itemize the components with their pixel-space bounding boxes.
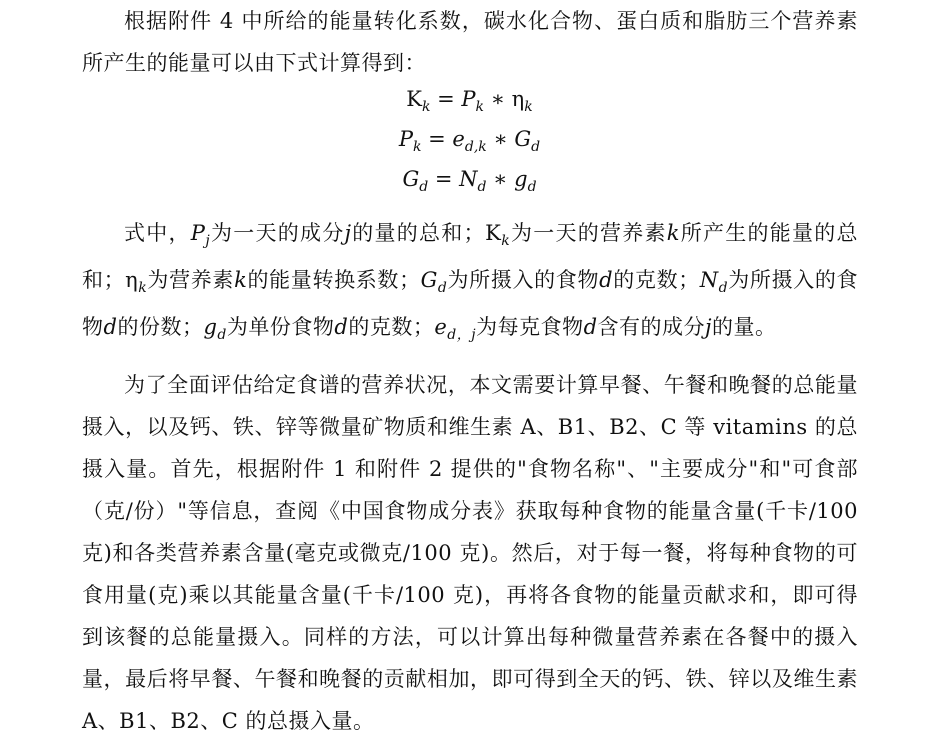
definition-text: 为一天的营养素 — [510, 221, 667, 245]
formula-component — [0, 124, 939, 154]
formula-subscript: k — [421, 99, 431, 115]
definition-subscript: k — [138, 280, 148, 296]
definition-symbol: g — [203, 315, 218, 339]
formula-operator: = — [428, 167, 460, 191]
formula-operator: = — [421, 127, 453, 151]
formula-operator: ∗ — [486, 127, 515, 151]
definitions-paragraph — [82, 210, 858, 351]
definition-symbol: P — [190, 221, 206, 245]
definition-subscript: j — [205, 233, 211, 249]
definition-text: 的克数； — [613, 268, 700, 292]
formula-subscript: d — [527, 179, 537, 195]
definition-text: 的份数； — [117, 315, 204, 339]
definition-symbol: K — [485, 221, 502, 245]
formula-symbol: G — [514, 127, 532, 151]
formula-subscript: d — [531, 139, 541, 155]
definition-text: 的量。 — [712, 315, 777, 339]
formula-energy — [0, 84, 939, 114]
definition-text: 的克数； — [348, 315, 435, 339]
formula-grams — [0, 164, 939, 194]
formula-subscript: k — [412, 139, 422, 155]
definition-text: 为所摄入的食物 — [447, 268, 600, 292]
method-paragraph: 为了全面评估给定食谱的营养状况，本文需要计算早餐、午餐和晚餐的总能量摄入，以及钙、铁、锌等微量矿物质和维生素 A、B1、B2、C 等 vitamins 的总摄入量。首先，根据附件 1 和附件 2 提供的"食物名称"、"主要成分"和"可食部（克/份）"等信息，查阅《中国食物成分表》获取每种食物的能量含量(千卡/100 克)和各类营养素含量(毫克或微克/100 克)。然后，对于每一餐，将每种食物的可食用量(克)乘以其能量含量(千卡/100 克)，再将各食物的能量贡献求和，即可得到该餐的总能量摄入。同样的方法，可以计算出每种微量营养素在各餐中的摄入量，最后将早餐、午餐和晚餐的贡献相加，即可得到全天的钙、铁、锌以及维生素 A、B1、B2、C 的总摄入量。 — [82, 373, 858, 733]
definition-symbol: j — [344, 221, 352, 245]
definition-text: 的量的总和； — [351, 221, 486, 245]
definition-text: 为所摄入的食物 — [82, 268, 859, 339]
formula-symbol: K — [406, 87, 422, 111]
definition-text: 为单份食物 — [226, 315, 335, 339]
definition-text: 含有的成分 — [597, 315, 706, 339]
formula-subscript: d — [419, 179, 429, 195]
formula-operator: ∗ — [484, 87, 512, 111]
definition-symbol: d — [599, 268, 614, 292]
definition-symbol: N — [699, 268, 719, 292]
definition-subscript: d — [217, 327, 227, 343]
definition-symbol: d — [103, 315, 118, 339]
definition-text: 的能量转换系数； — [247, 268, 421, 292]
formula-subscript: d — [477, 179, 487, 195]
definition-symbol: η — [125, 268, 139, 292]
formula-operator: = — [430, 87, 462, 111]
formula-subscript: k — [475, 99, 485, 115]
definition-subscript: d — [437, 280, 448, 296]
definition-text: 式中， — [124, 221, 191, 245]
definition-text: 为营养素 — [147, 268, 235, 292]
definition-text: 所产生的能量的总和； — [82, 221, 859, 292]
definition-symbol: G — [420, 268, 438, 292]
definition-symbol: d — [583, 315, 598, 339]
definition-subscript: k — [501, 233, 511, 249]
definition-text: 为一天的成分 — [210, 221, 345, 245]
formula-symbol: g — [514, 167, 528, 191]
definition-symbol: k — [234, 268, 248, 292]
formula-subscript: k — [524, 99, 533, 115]
formula-symbol: P — [398, 127, 413, 151]
definition-symbol: k — [666, 221, 681, 245]
formula-symbol: G — [402, 167, 420, 191]
definition-symbol: d — [334, 315, 349, 339]
formula-subscript: d,k — [464, 139, 487, 155]
definition-text: 为每克食物 — [476, 315, 584, 339]
formula-symbol: P — [461, 87, 476, 111]
formula-symbol: N — [459, 167, 478, 191]
definition-symbol: j — [705, 315, 713, 339]
formula-symbol: e — [452, 127, 465, 151]
definition-symbol: e — [434, 315, 448, 339]
intro-paragraph: 根据附件 4 中所给的能量转化系数，碳水化合物、蛋白质和脂肪三个营养素所产生的能量可以由下式计算得到： — [82, 9, 858, 75]
formula-operator: ∗ — [486, 167, 515, 191]
formula-symbol: η — [511, 87, 525, 111]
definition-subscript: d — [718, 280, 729, 296]
definition-subscript: d，j — [447, 327, 477, 343]
